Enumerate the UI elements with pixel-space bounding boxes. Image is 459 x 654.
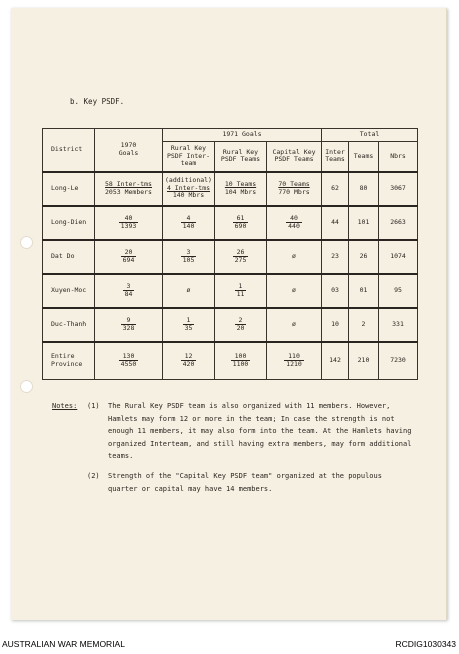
header-total: Total: [322, 129, 418, 142]
capital-teams-cell: $\frac{40}{440}$: [267, 206, 322, 240]
psdf-goals-table: [42, 128, 418, 380]
rural-interteam-cell: $\frac{3}{105}$: [163, 240, 215, 274]
total-nbrs-cell: 1074: [379, 240, 418, 274]
goals-1970-cell: 58 Inter-tms 2053 Members: [95, 172, 163, 206]
header-nbrs: Nbrs: [379, 142, 418, 172]
district-name: Duc-Thanh: [43, 308, 95, 342]
total-teams-cell: 210: [349, 342, 379, 380]
header-1970-goals: 1970 Goals: [95, 129, 163, 172]
capital-teams-cell: ø: [267, 274, 322, 308]
total-teams-cell: 01: [349, 274, 379, 308]
goals-1970-cell: $\frac{40}{1393}$: [95, 206, 163, 240]
table-row: [43, 308, 418, 342]
capital-teams-cell: 70 Teams 770 Mbrs: [267, 172, 322, 206]
total-nbrs-cell: 331: [379, 308, 418, 342]
header-row-top: [43, 129, 418, 142]
note-number: (2): [87, 472, 100, 480]
header-teams: Teams: [349, 142, 379, 172]
archive-caption: AUSTRALIAN WAR MEMORIAL: [2, 639, 125, 649]
rural-interteam-cell: (additional) 4 Inter-tms 140 Mbrs: [163, 172, 215, 206]
total-inter-cell: 03: [322, 274, 349, 308]
total-teams-cell: 2: [349, 308, 379, 342]
header-inter-teams: Inter Teams: [322, 142, 349, 172]
goals-1970-cell: $\frac{9}{328}$: [95, 308, 163, 342]
total-nbrs-cell: 2663: [379, 206, 418, 240]
district-name: Dat Do: [43, 240, 95, 274]
capital-teams-cell: $\frac{110}{1210}$: [267, 342, 322, 380]
punch-hole: [20, 380, 33, 393]
rural-interteam-cell: $\frac{4}{140}$: [163, 206, 215, 240]
header-1971-goals: 1971 Goals: [163, 129, 322, 142]
district-name: Long-Dien: [43, 206, 95, 240]
header-capital-teams: Capital Key PSDF Teams: [267, 142, 322, 172]
section-heading: b. Key PSDF.: [70, 97, 125, 106]
total-teams-cell: 80: [349, 172, 379, 206]
rural-teams-cell: $\frac{2}{20}$: [215, 308, 267, 342]
total-inter-cell: 62: [322, 172, 349, 206]
header-rural-interteam: Rural Key PSDF Inter- team: [163, 142, 215, 172]
note-text: The Rural Key PSDF team is also organized with 11 members. However, Hamlets may form 12 or more in the team; In case the strength is not enough 11 members, it may also form into the team. At the Hamlets having organized Interteam, and still having extra members, may form additional teams.: [108, 402, 412, 461]
district-name: Entire Province: [43, 342, 95, 380]
rural-teams-cell: 10 Teams 104 Mbrs: [215, 172, 267, 206]
table-row: [43, 172, 418, 206]
notes-label: Notes:: [52, 402, 78, 410]
table-row: [43, 240, 418, 274]
capital-teams-cell: ø: [267, 240, 322, 274]
table-row: [43, 274, 418, 308]
total-inter-cell: 23: [322, 240, 349, 274]
goals-1970-cell: $\frac{130}{4550}$: [95, 342, 163, 380]
total-inter-cell: 10: [322, 308, 349, 342]
rural-interteam-cell: ø: [163, 274, 215, 308]
goals-1970-cell: $\frac{3}{84}$: [95, 274, 163, 308]
total-inter-cell: 142: [322, 342, 349, 380]
rural-teams-cell: $\frac{1}{11}$: [215, 274, 267, 308]
rural-interteam-cell: $\frac{12}{420}$: [163, 342, 215, 380]
rural-interteam-cell: $\frac{1}{35}$: [163, 308, 215, 342]
note-text: Strength of the "Capital Key PSDF team" organized at the populous quarter or capital may have 14 members.: [108, 472, 382, 493]
district-name: Xuyen-Moc: [43, 274, 95, 308]
total-nbrs-cell: 95: [379, 274, 418, 308]
total-nbrs-cell: 3067: [379, 172, 418, 206]
note-number: (1): [87, 402, 100, 410]
punch-hole: [20, 236, 33, 249]
total-teams-cell: 26: [349, 240, 379, 274]
goals-1970-cell: $\frac{20}{694}$: [95, 240, 163, 274]
total-inter-cell: 44: [322, 206, 349, 240]
capital-teams-cell: ø: [267, 308, 322, 342]
district-name: Long-Le: [43, 172, 95, 206]
header-district: District: [43, 129, 95, 172]
total-nbrs-cell: 7230: [379, 342, 418, 380]
total-teams-cell: 101: [349, 206, 379, 240]
rural-teams-cell: $\frac{61}{690}$: [215, 206, 267, 240]
archive-reference: RCDIG1030343: [395, 639, 456, 649]
rural-teams-cell: $\frac{26}{275}$: [215, 240, 267, 274]
table-row: [43, 342, 418, 380]
rural-teams-cell: $\frac{100}{1100}$: [215, 342, 267, 380]
table-row: [43, 206, 418, 240]
header-rural-teams: Rural Key PSDF Teams: [215, 142, 267, 172]
